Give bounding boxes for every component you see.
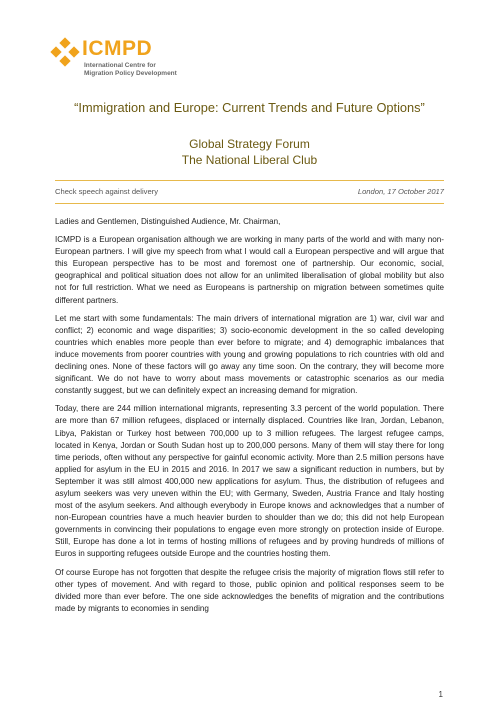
logo-block — [52, 38, 152, 65]
delivery-note: Check speech against delivery — [55, 187, 158, 196]
org-name-line2: Migration Policy Development — [84, 70, 177, 77]
paragraph: Of course Europe has not forgotten that despite the refugee crisis the majority of migration flows still refer to other types of movement. And with regard to those, public opinion and political responses seem to be divided more than ever before. The one side acknowledges the benefits of migration and the contributions made by migrants to economies in sending — [55, 567, 444, 613]
venue-name: The National Liberal Club — [181, 153, 318, 167]
paragraph: Today, there are 244 million international migrants, representing 3.3 percent of the world population. There are more than 67 million refugees, displaced or internally displaced. Countries like Iran, Jordan, Lebanon, Libya, Pakistan or Turkey host between 700,000 up to 3 million refugees. The largest refugee camps, located in Kenya, Jordan or South Sudan host up to 200,000 persons. Many of them will stay there for long time periods, often without any perspective for gainful economic activity. More than 2.5 million persons have applied for asylum in the EU in 2015 and 2016. In 2017 we saw a significant reduction in numbers, but by September it was still almost 400,000 new applications for asylum. Thus, the distribution of refugees and asylum seekers was very uneven within the EU; with Germany, Sweden, Austria France and Italy hosting most of the asylum seekers. And although everybody in Europe knows and acknowledges that a number of non-European countries have a much heavier burden to shoulder than we do; this did not help European governments in convincing their populations to engage even more strongly on protection inside of Europe. Still, Europe has done a lot in terms of hosting millions of refugees and by proving hundreds of millions of Euros in supporting refugees outside Europe and the countries hosting them. — [55, 404, 444, 559]
paragraph: Let me start with some fundamentals: The main drivers of international migration are 1) war, civil war and conflict; 2) economic and wage disparities; 3) socio-economic development in the so called developing countries which enables more people than ever before to migrate; and 4) demographic imbalances that induce movements from poorer countries with young and growing populations to rich countries with old and declining ones. None of these factors will go away any time soon. On the contrary, they will become more significant. We do not have to worry about mass movements or catastrophic scenarios as our media constantly suggest, but we can definitely expect an increasing demand for migration. — [55, 313, 444, 396]
divider-bottom — [55, 203, 444, 204]
speech-date: London, 17 October 2017 — [357, 187, 444, 196]
org-name-line1: International Centre for — [84, 62, 156, 69]
speech-title: “Immigration and Europe: Current Trends and Future Options” — [74, 100, 425, 115]
org-name — [84, 62, 177, 78]
event-name: Global Strategy Forum — [189, 137, 310, 151]
logo-wordmark: ICMPD — [82, 37, 153, 60]
divider-top — [55, 180, 444, 181]
paragraph: ICMPD is a European organisation although we are working in many parts of the world and with many non-European partners. I will give my speech from what I would call a European perspective and will argue that this European perspective has to be most and foremost one of partnership. Our economic, social, geographical and political situation does not allow for an unlimited liberalisation of global mobility but also not for full restriction. What we need as Europeans is partnership on migration between sometimes quite different partners. — [55, 235, 444, 305]
page-number: 1 — [438, 690, 443, 699]
speech-body — [55, 216, 444, 621]
salutation: Ladies and Gentlemen, Distinguished Audience, Mr. Chairman, — [55, 217, 281, 226]
logo-diamond-icon — [52, 39, 78, 65]
